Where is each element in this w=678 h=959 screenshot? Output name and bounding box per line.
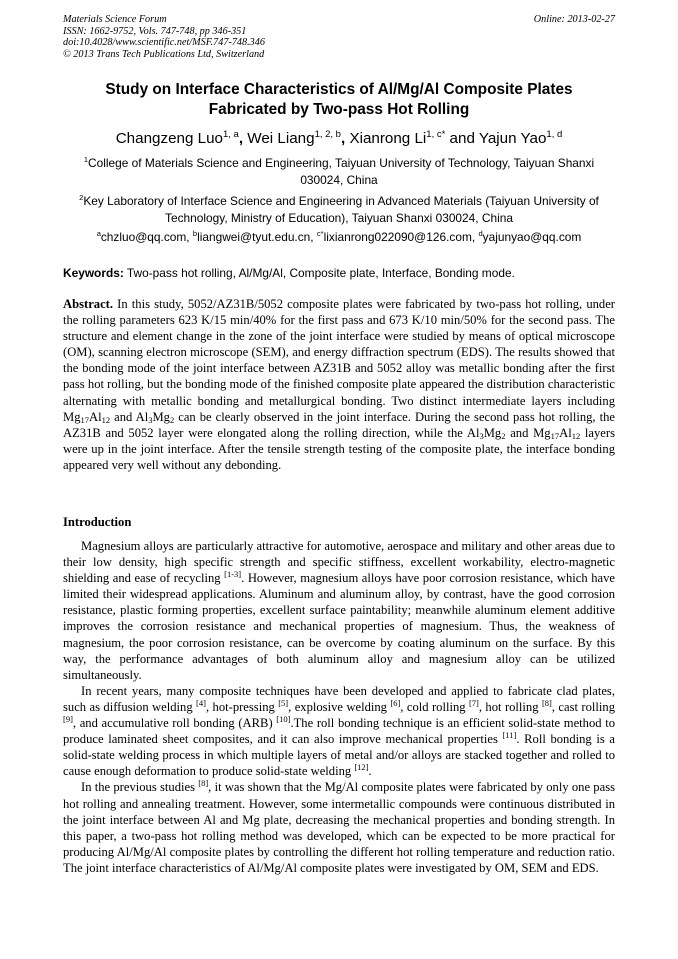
- author-name: Changzeng Luo: [115, 130, 223, 147]
- paragraph-text: , cold rolling: [400, 699, 469, 714]
- subscript: 3: [148, 414, 153, 425]
- author-name: Xianrong Li: [349, 130, 427, 147]
- title-line-1: Study on Interface Characteristics of Al/Mg/Al Composite Plates: [105, 81, 573, 98]
- email-address[interactable]: lixianrong022090@126.com,: [323, 230, 476, 244]
- paragraph-text: , hot-pressing: [205, 699, 279, 714]
- paragraph-text: , it was shown that the Mg/Al composite plates were fabricated by only one pass hot rolling and annealing treatment. However, some intermetallic compounds were continuous distributed in the joint interface between Al and Mg plate, decreasing the mechanical properties and bonding strength. In this paper, a two-pass hot rolling method was developed, which can be expected to be more practical for producing Al/Mg/Al composite plates by controlling the different hot rolling temperature and reduction ratio. The joint interface characteristics of Al/Mg/Al composite plates were investigated by OM, SEM and EDS.: [63, 780, 615, 875]
- introduction-body: [63, 538, 615, 876]
- paragraph-text: In the previous studies: [81, 780, 199, 795]
- email-sup: b: [192, 229, 198, 238]
- paragraph-text: In recent years, many composite techniques have been developed and applied to fabricate clad plates, such as diffusion welding: [63, 683, 615, 714]
- paragraph-text: . Roll bonding is a solid-state welding process in which multiple layers of metal and/or alloys are stacked together and rolled to cause enough deformation to produce solid-state welding: [63, 732, 615, 779]
- paragraph: [63, 779, 615, 876]
- citation: [9]: [63, 714, 73, 725]
- abstract-text: In this study, 5052/AZ31B/5052 composite plates were fabricated by two-pass hot rolling, under the rolling parameters 623 K/15 min/40% for the first pass and 673 K/10 min/50% for the second pass. The structure and element change in the zone of the joint interface were studied by means of optical microscope (OM), scanning electron microscope (SEM), and energy diffraction spectrum (EDS). The results showed that the bonding mode of the joint interface between AZ31B and 5052 alloy was metallic bonding after the first pass hot rolling, but the bonding mode of the finished composite plate appeared the distribution characteristic alternating with metallic bonding and metallurgical bonding. Two distinct intermediate layers including Mg: [63, 297, 615, 424]
- citation: [8]: [541, 697, 552, 708]
- affiliation-line: College of Materials Science and Engineering, Taiyuan University of Technology, Taiyuan Shanxi: [88, 156, 595, 170]
- email-sup: a: [96, 229, 101, 238]
- citation: [4]: [196, 697, 206, 708]
- abstract-text: Mg: [152, 409, 170, 424]
- abstract-text: Al: [89, 409, 102, 424]
- paragraph-text: , cast rolling: [551, 699, 615, 714]
- subscript: 3: [479, 430, 484, 441]
- abstract-text: Mg: [483, 425, 502, 440]
- author-list: [63, 129, 615, 148]
- subscript: 17: [80, 414, 89, 425]
- citation: [5]: [278, 697, 289, 708]
- affiliation-2: [63, 193, 615, 226]
- subscript: 17: [550, 430, 560, 441]
- email-address[interactable]: chzluo@qq.com,: [100, 230, 190, 244]
- affiliation-line: Key Laboratory of Interface Science and Engineering in Advanced Materials (Taiyuan University of: [83, 194, 599, 208]
- email-sup: d: [478, 229, 483, 238]
- section-heading-introduction: Introduction: [63, 515, 132, 529]
- journal-header: [63, 14, 615, 60]
- paragraph-text: , hot rolling: [478, 699, 542, 714]
- citation: [12]: [354, 762, 369, 773]
- paragraph-text: , explosive welding: [288, 699, 391, 714]
- author-and: and: [449, 130, 475, 147]
- paragraph-text: . However, magnesium alloys have poor corrosion resistance, which have limited their widespread applications. Aluminum and aluminum alloy, by contrast, have the good corrosion resistance, plastic forming properties, excellent surface paintability; meanwhile aluminum element additive improves the corrosion resistance and mechanical properties of magnesium. Thus, the weakness of magnesium, the poor corrosion resistance, can be overcome by coating aluminum on the surface. By this way, the performance advantages of both aluminum alloy and magnesium alloy can be utilized simultaneously.: [63, 571, 615, 682]
- author-affil-sup: 1, a: [222, 129, 239, 140]
- author-affil-sup: 1, c*: [426, 129, 446, 140]
- affiliation-line: 030024, China: [300, 172, 378, 187]
- paragraph-text: .: [368, 764, 372, 779]
- online-date: Online: 2013-02-27: [533, 14, 615, 25]
- affiliation-number: 2: [79, 193, 84, 202]
- paragraph-text: , and accumulative roll bonding (ARB): [72, 716, 277, 731]
- keywords-text: Two-pass hot rolling, Al/Mg/Al, Composite plate, Interface, Bonding mode.: [126, 266, 515, 280]
- citation: [10]: [276, 714, 291, 725]
- paper-title: [63, 80, 615, 119]
- abstract-text: Al: [559, 425, 572, 440]
- author-separator: ,: [340, 130, 346, 147]
- copyright-line: © 2013 Trans Tech Publications Ltd, Switzerland: [63, 48, 265, 60]
- paragraph-text: Magnesium alloys are particularly attractive for automotive, aerospace and military and other areas due to their low density, high specific strength and specific stiffness, excellent workability, electro-magnetic shielding and ease of recycling: [63, 539, 615, 586]
- subscript: 2: [501, 430, 506, 441]
- email-address[interactable]: yajunyao@qq.com: [482, 230, 582, 244]
- abstract-text: can be clearly observed in the joint interface. During the second pass hot rolling, the AZ31B and 5052 layer were elongated along the rolling direction, while the Al: [63, 409, 615, 440]
- email-sup: c*: [316, 229, 324, 238]
- abstract-text: layers were up in the joint interface. After the tensile strength testing of the composite plate, the interface bonding appeared very well without any debonding.: [63, 425, 615, 472]
- abstract-text: and Al: [110, 409, 149, 424]
- paragraph-text: .The roll bonding technique is an efficient solid-state method to produce laminated sheet composites, and it can also improve mechanical properties: [63, 716, 616, 747]
- subscript: 2: [169, 414, 175, 425]
- author-affil-sup: 1, 2, b: [314, 129, 341, 140]
- author-name: Yajun Yao: [478, 130, 547, 147]
- paragraph: [63, 683, 615, 780]
- citation: [7]: [468, 697, 479, 708]
- affiliation-1: [63, 155, 615, 188]
- email-address[interactable]: liangwei@tyut.edu.cn,: [197, 230, 314, 244]
- issn-line: ISSN: 1662-9752, Vols. 747-748, pp 346-351: [63, 25, 247, 37]
- subscript: 12: [571, 430, 581, 441]
- title-line-2: Fabricated by Two-pass Hot Rolling: [208, 100, 470, 118]
- abstract-text: and Mg: [505, 425, 551, 440]
- author-name: Wei Liang: [247, 130, 315, 147]
- author-affil-sup: 1, d: [546, 129, 563, 140]
- citation: [11]: [502, 730, 517, 741]
- affiliation-number: 1: [83, 155, 89, 164]
- subscript: 12: [101, 414, 111, 425]
- keywords: [63, 265, 615, 281]
- citation: [1-3]: [224, 569, 242, 580]
- affiliation-line: Technology, Ministry of Education), Taiyuan Shanxi 030024, China: [165, 210, 513, 225]
- abstract-label: Abstract.: [63, 297, 114, 311]
- keywords-label: Keywords:: [63, 266, 124, 280]
- citation: [6]: [390, 697, 401, 708]
- doi-line: doi:10.4028/www.scientific.net/MSF.747-748.346: [63, 37, 265, 49]
- author-separator: ,: [238, 130, 244, 147]
- abstract: [63, 296, 615, 473]
- paragraph: [63, 538, 615, 683]
- email-list: [63, 229, 615, 245]
- journal-name: Materials Science Forum: [63, 14, 167, 25]
- citation: [8]: [198, 778, 209, 789]
